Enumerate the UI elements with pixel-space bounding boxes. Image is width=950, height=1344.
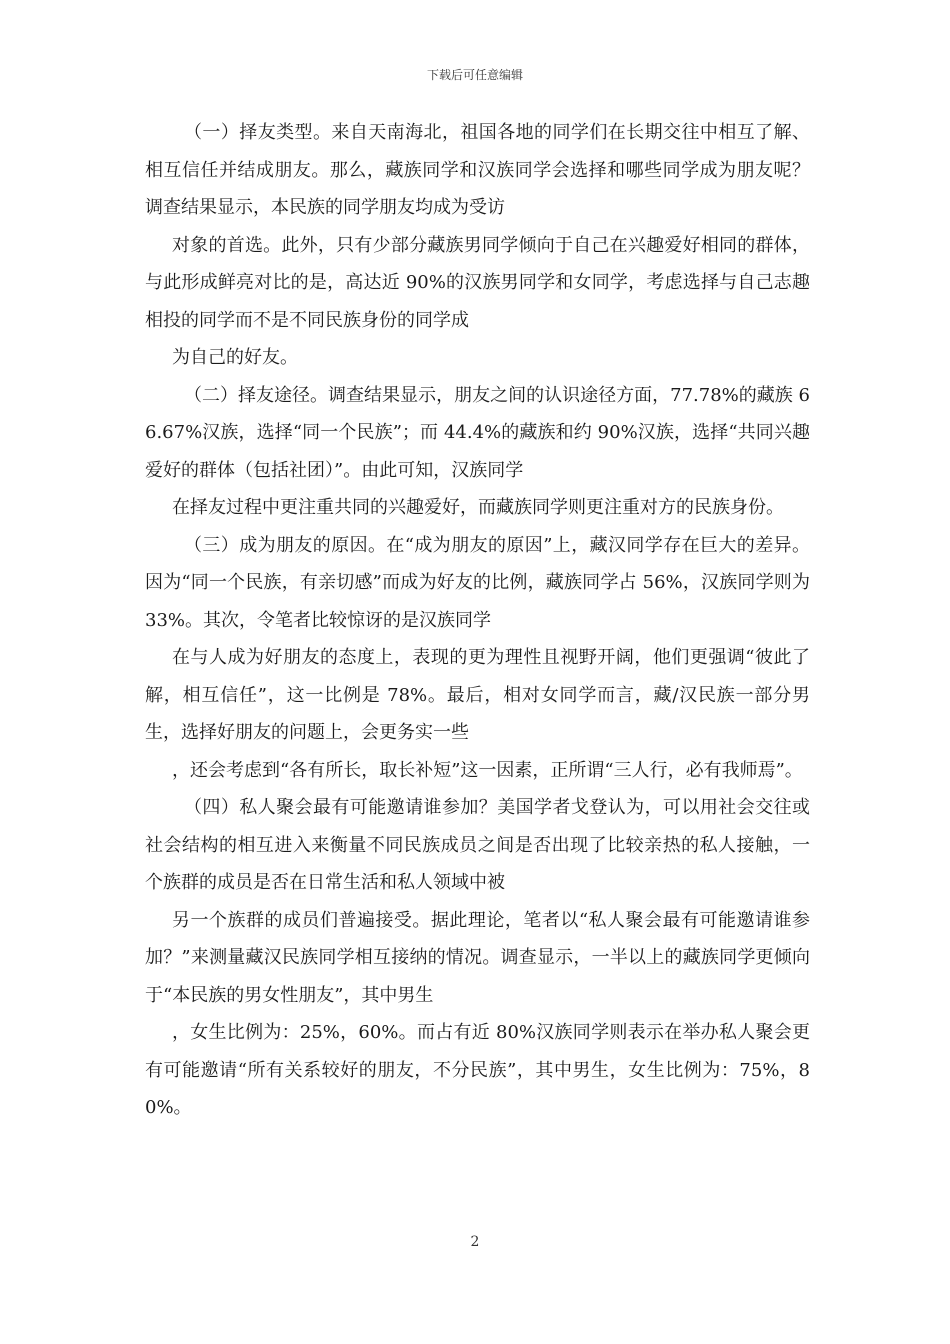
document-body xyxy=(145,114,810,1127)
page-header: 下载后可任意编辑 xyxy=(426,68,523,82)
paragraph-10: 另一个族群的成员们普遍接受。据此理论，笔者以“私人聚会最有可能邀请谁参加？”来测量藏汉民族同学相互接纳的情况。调查显示，一半以上的藏族同学更倾向于“本民族的男女性朋友”，其中男生 xyxy=(145,909,810,1006)
paragraph-2: 对象的首选。此外，只有少部分藏族男同学倾向于自己在兴趣爱好相同的群体，与此形成鲜亮对比的是，高达近 90%的汉族男同学和女同学，考虑选择与自己志趣相投的同学而不是不同民族身份的同学成 xyxy=(145,234,810,331)
paragraph-8: ，还会考虑到“各有所长，取长补短”这一因素，正所谓“三人行，必有我师焉”。 xyxy=(172,759,803,781)
paragraph-6: （三）成为朋友的原因。在“成为朋友的原因”上，藏汉同学存在巨大的差异。因为“同一个民族，有亲切感”而成为好友的比例，藏族同学占 56%，汉族同学则为 33%。其次，令笔者比较惊讶的是汉族同学 xyxy=(145,534,810,631)
paragraph-3: 为自己的好友。 xyxy=(172,347,298,368)
paragraph-11: ，女生比例为：25%，60%。而占有近 80%汉族同学则表示在举办私人聚会更有可能邀请“所有关系较好的朋友，不分民族”，其中男生，女生比例为：75%，80%。 xyxy=(145,1022,810,1118)
paragraph-9: （四）私人聚会最有可能邀请谁参加？美国学者戈登认为，可以用社会交往或社会结构的相互进入来衡量不同民族成员之间是否出现了比较亲热的私人接触，一个族群的成员是否在日常生活和私人领域中被 xyxy=(145,797,810,893)
paragraph-7: 在与人成为好朋友的态度上，表现的更为理性且视野开阔，他们更强调“彼此了解，相互信任”，这一比例是 78%。最后，相对女同学而言，藏/汉民族一部分男生，选择好朋友的问题上，会更务实一些 xyxy=(145,647,810,743)
paragraph-4: （二）择友途径。调查结果显示，朋友之间的认识途径方面，77.78%的藏族 66.67%汉族，选择“同一个民族”；而 44.4%的藏族和约 90%汉族，选择“共同兴趣爱好的群体（包括社团）”。由此可知，汉族同学 xyxy=(145,384,810,481)
paragraph-5: 在择友过程中更注重共同的兴趣爱好，而藏族同学则更注重对方的民族身份。 xyxy=(172,497,784,518)
page-number: 2 xyxy=(470,1234,480,1250)
paragraph-1: （一）择友类型。来自天南海北，祖国各地的同学们在长期交往中相互了解、相互信任并结成朋友。那么，藏族同学和汉族同学会选择和哪些同学成为朋友呢？调查结果显示，本民族的同学朋友均成为受访 xyxy=(145,122,810,218)
